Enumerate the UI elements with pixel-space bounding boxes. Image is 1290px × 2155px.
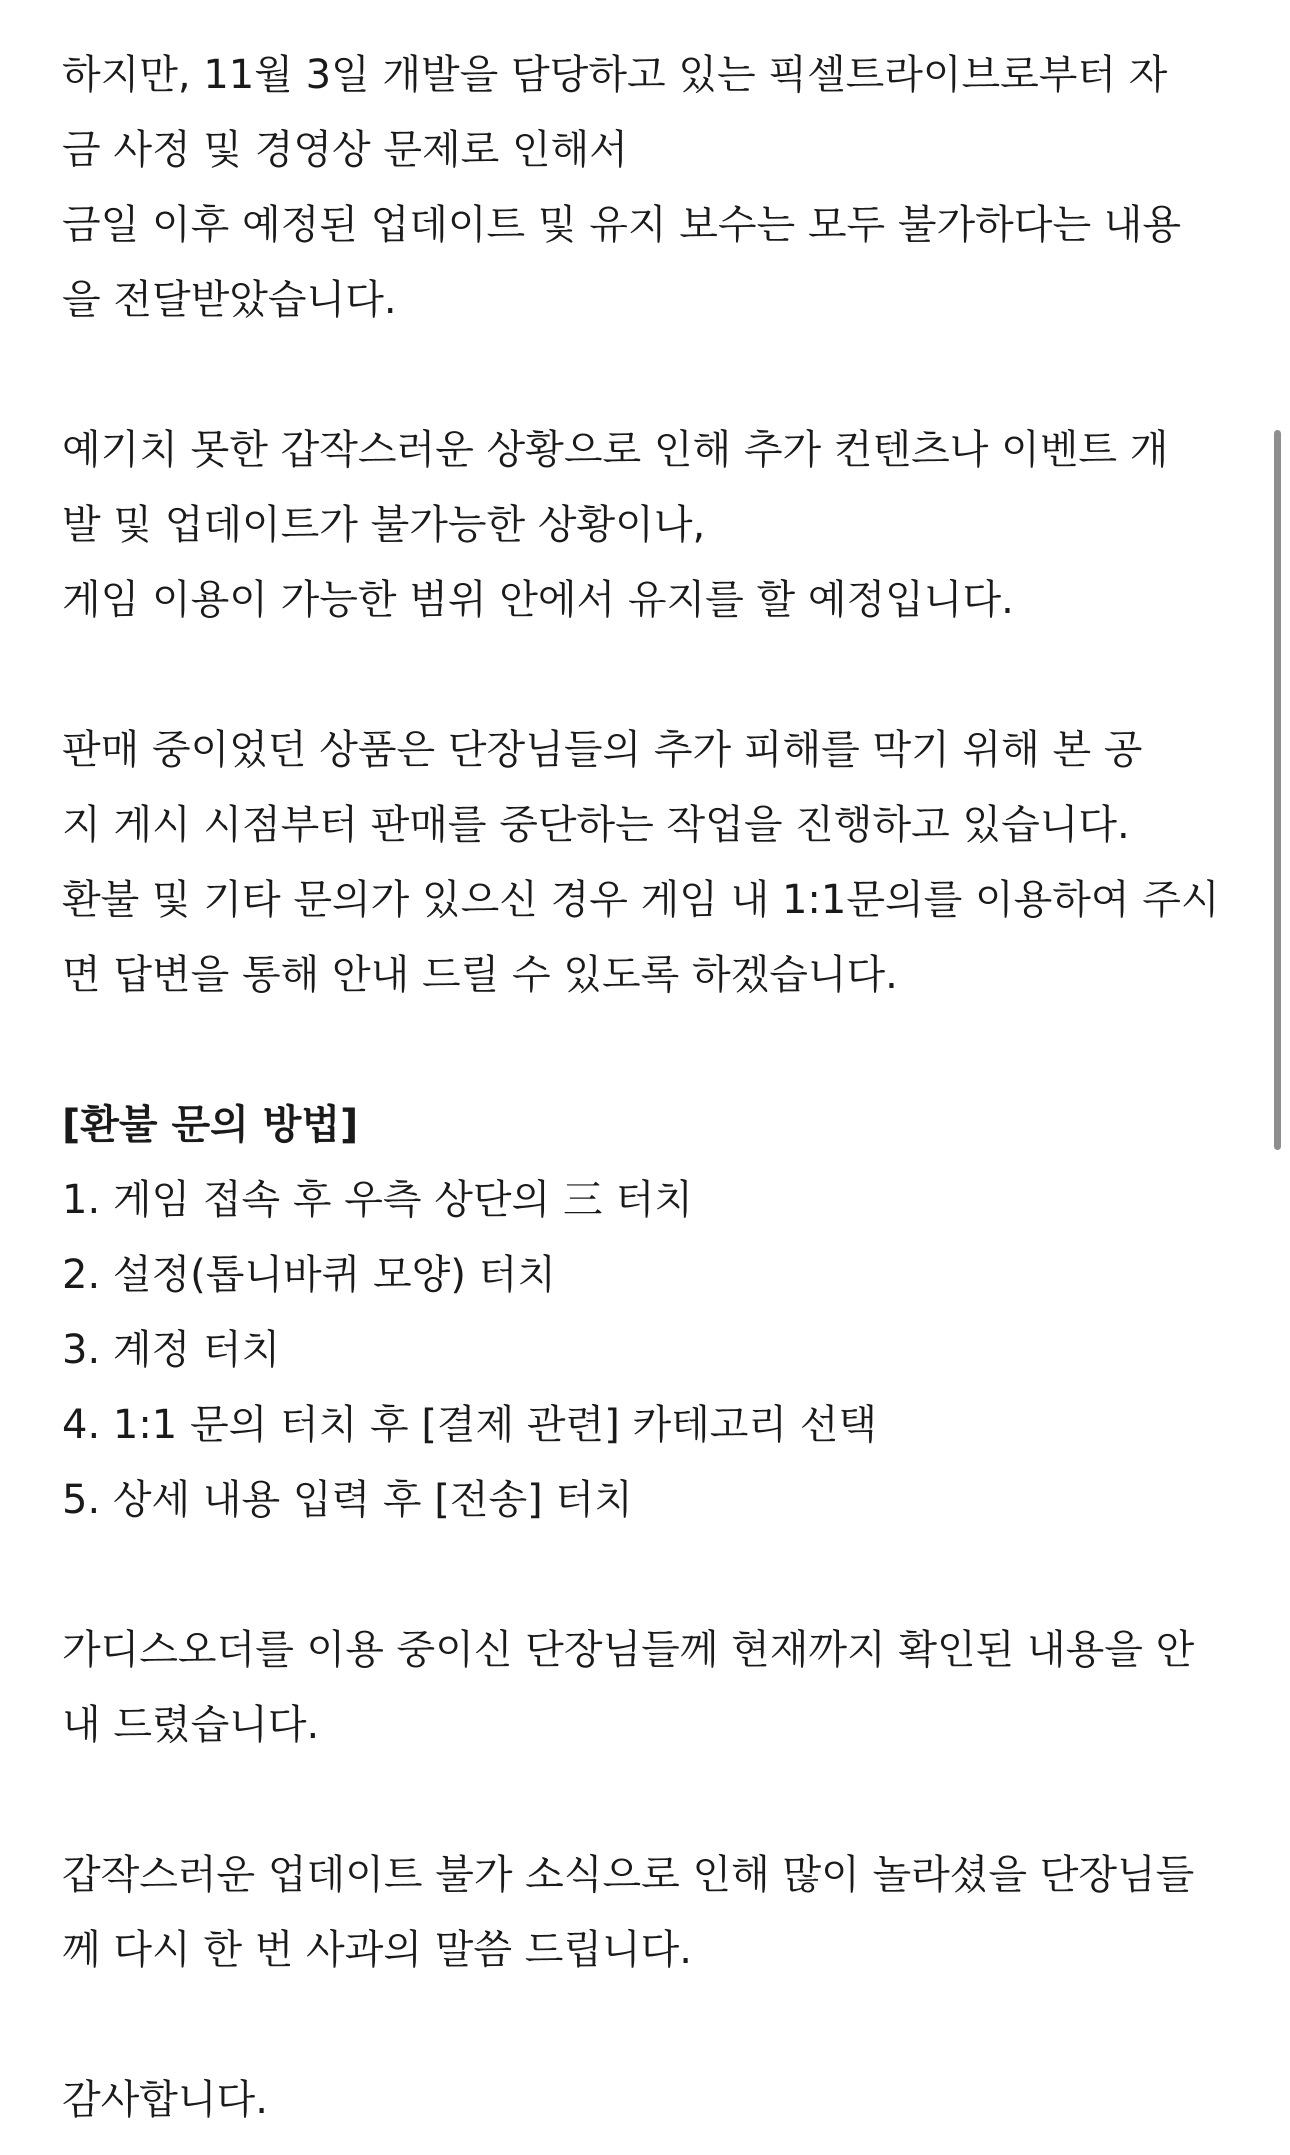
paragraph-dev-status (62, 38, 1242, 338)
text-line: 지 게시 시점부터 판매를 중단하는 작업을 진행하고 있습니다. (62, 802, 1130, 848)
refund-step: 3. 계정 터치 (62, 1327, 281, 1373)
refund-guide (62, 1088, 1242, 1538)
refund-heading: [환불 문의 방법] (62, 1102, 359, 1148)
paragraph-spacer (62, 1988, 1242, 2063)
refund-step: 2. 설정(톱니바퀴 모양) 터치 (62, 1252, 556, 1298)
paragraph-maintenance (62, 413, 1242, 638)
refund-step: 4. 1:1 문의 터치 후 [결제 관련] 카테고리 선택 (62, 1402, 878, 1448)
paragraph-spacer (62, 1763, 1242, 1838)
paragraph-spacer (62, 338, 1242, 413)
text-line: 면 답변을 통해 안내 드릴 수 있도록 하겠습니다. (62, 952, 898, 998)
text-line: 내 드렸습니다. (62, 1702, 320, 1748)
paragraph-summary (62, 1613, 1242, 1763)
text-line: 께 다시 한 번 사과의 말씀 드립니다. (62, 1927, 692, 1973)
closing-text: 감사합니다. (62, 2077, 268, 2123)
text-line: 가디스오더를 이용 중이신 단장님들께 현재까지 확인된 내용을 안 (62, 1627, 1195, 1673)
notice-body (62, 38, 1242, 2138)
text-line: 금일 이후 예정된 업데이트 및 유지 보수는 모두 불가하다는 내용 (62, 202, 1182, 248)
refund-step: 5. 상세 내용 입력 후 [전송] 터치 (62, 1477, 633, 1523)
text-line: 금 사정 및 경영상 문제로 인해서 (62, 127, 628, 173)
paragraph-apology (62, 1838, 1242, 1988)
text-line: 을 전달받았습니다. (62, 277, 397, 323)
text-line: 갑작스러운 업데이트 불가 소식으로 인해 많이 놀라셨을 단장님들 (62, 1852, 1195, 1898)
text-line: 환불 및 기타 문의가 있으신 경우 게임 내 1:1문의를 이용하여 주시 (62, 877, 1220, 923)
refund-step: 1. 게임 접속 후 우측 상단의 三 터치 (62, 1177, 693, 1223)
paragraph-spacer (62, 1538, 1242, 1613)
paragraph-spacer (62, 638, 1242, 713)
text-line: 판매 중이었던 상품은 단장님들의 추가 피해를 막기 위해 본 공 (62, 727, 1143, 773)
text-line: 하지만, 11월 3일 개발을 담당하고 있는 픽셀트라이브로부터 자 (62, 52, 1168, 98)
paragraph-spacer (62, 1013, 1242, 1088)
paragraph-sales-stop (62, 713, 1242, 1013)
text-line: 예기치 못한 갑작스러운 상황으로 인해 추가 컨텐츠나 이벤트 개 (62, 427, 1169, 473)
scrollbar[interactable] (1274, 430, 1281, 1150)
text-line: 발 및 업데이트가 불가능한 상황이나, (62, 502, 706, 548)
text-line: 게임 이용이 가능한 범위 안에서 유지를 할 예정입니다. (62, 577, 1014, 623)
